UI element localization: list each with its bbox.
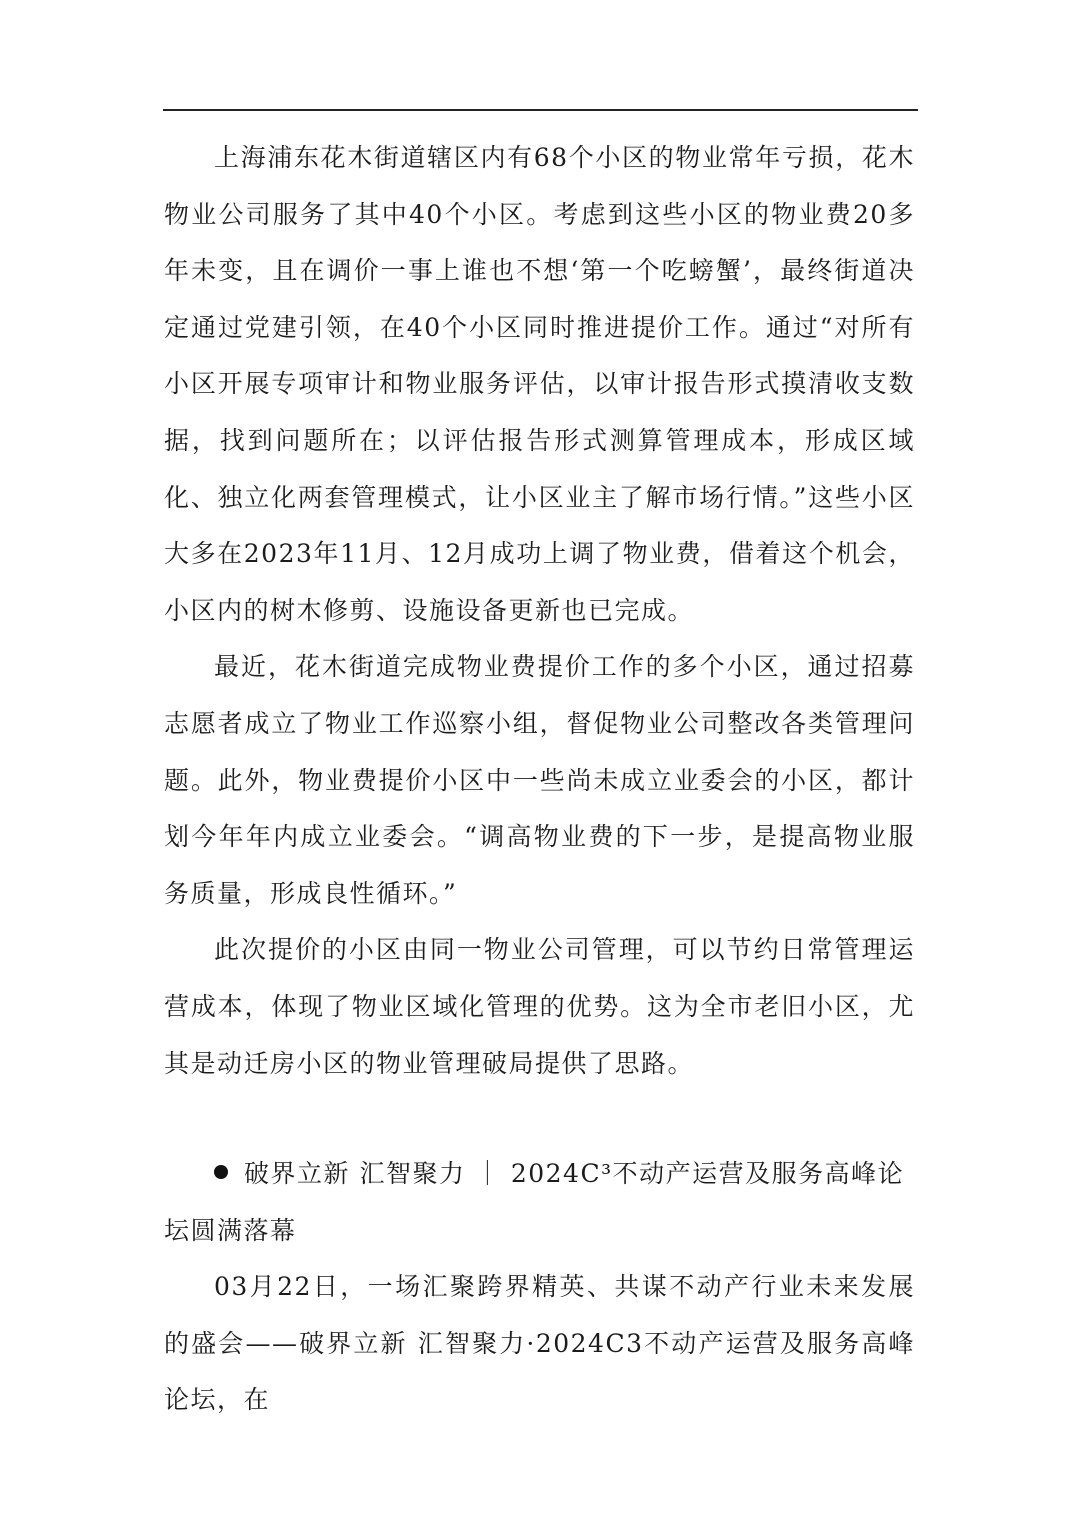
news-intro-paragraph: 03月22日，一场汇聚跨界精英、共谋不动产行业未来发展的盛会——破界立新 汇智聚力·2024C3不动产运营及服务高峰论坛，在 bbox=[164, 1272, 915, 1415]
paragraph-1: 上海浦东花木街道辖区内有68个小区的物业常年亏损，花木物业公司服务了其中40个小区。考虑到这些小区的物业费20多年未变，且在调价一事上谁也不想‘第一个吃螃蟹’，最终街道决定通过党建引领，在40个小区同时推进提价工作。通过“对所有小区开展专项审计和物业服务评估，以审计报告形式摸清收支数据，找到问题所在；以评估报告形式测算管理成本，形成区域化、独立化两套管理模式，让小区业主了解市场行情。”这些小区大多在2023年11月、12月成功上调了物业费，借着这个机会，小区内的树木修剪、设施设备更新也已完成。 bbox=[164, 143, 915, 625]
bullet-icon bbox=[214, 1165, 228, 1179]
header-rule bbox=[163, 109, 918, 111]
article-body bbox=[164, 130, 915, 1429]
news-headline bbox=[164, 1146, 915, 1259]
news-headline-text: 破界立新 汇智聚力 ｜ 2024C³不动产运营及服务高峰论坛圆满落幕 bbox=[164, 1159, 905, 1245]
paragraph-2: 最近，花木街道完成物业费提价工作的多个小区，通过招募志愿者成立了物业工作巡察小组，督促物业公司整改各类管理问题。此外，物业费提价小区中一些尚未成立业委会的小区，都计划今年年内成立业委会。“调高物业费的下一步，是提高物业服务质量，形成良性循环。” bbox=[164, 652, 915, 908]
section-spacer bbox=[164, 1092, 915, 1146]
paragraph-3: 此次提价的小区由同一物业公司管理，可以节约日常管理运营成本，体现了物业区域化管理的优势。这为全市老旧小区，尤其是动迁房小区的物业管理破局提供了思路。 bbox=[164, 935, 915, 1078]
